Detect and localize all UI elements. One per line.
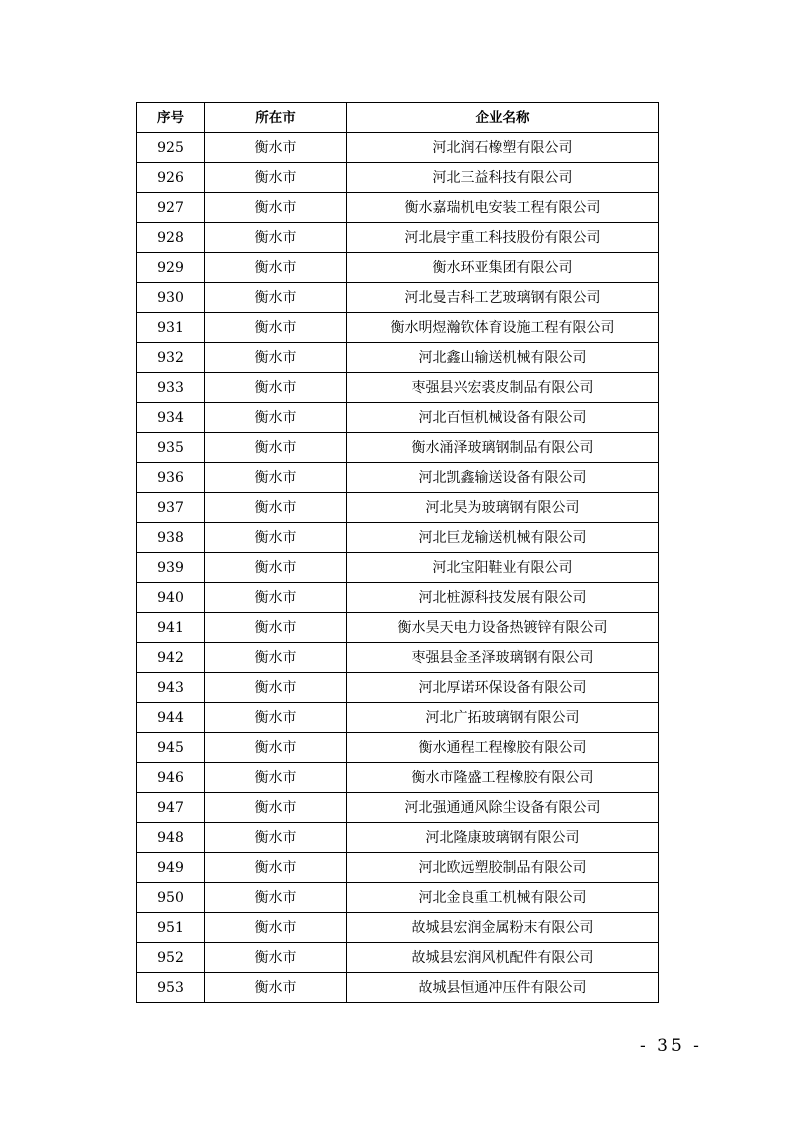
table-row bbox=[137, 133, 659, 163]
header-city: 所在市 bbox=[205, 103, 347, 133]
cell-serial-number: 951 bbox=[137, 913, 205, 943]
cell-city: 衡水市 bbox=[205, 703, 347, 733]
table-row bbox=[137, 343, 659, 373]
cell-company-name: 衡水明煜瀚钦体育设施工程有限公司 bbox=[347, 313, 659, 343]
cell-serial-number: 925 bbox=[137, 133, 205, 163]
table-row bbox=[137, 403, 659, 433]
cell-serial-number: 928 bbox=[137, 223, 205, 253]
table-row bbox=[137, 163, 659, 193]
cell-company-name: 河北欧远塑胶制品有限公司 bbox=[347, 853, 659, 883]
cell-company-name: 河北强通通风除尘设备有限公司 bbox=[347, 793, 659, 823]
cell-company-name: 河北三益科技有限公司 bbox=[347, 163, 659, 193]
cell-city: 衡水市 bbox=[205, 253, 347, 283]
cell-city: 衡水市 bbox=[205, 973, 347, 1003]
cell-company-name: 河北隆康玻璃钢有限公司 bbox=[347, 823, 659, 853]
cell-company-name: 河北巨龙输送机械有限公司 bbox=[347, 523, 659, 553]
table-row bbox=[137, 523, 659, 553]
table-row bbox=[137, 373, 659, 403]
cell-company-name: 故城县宏润金属粉末有限公司 bbox=[347, 913, 659, 943]
cell-company-name: 衡水涌泽玻璃钢制品有限公司 bbox=[347, 433, 659, 463]
enterprise-table bbox=[136, 102, 659, 1003]
table-body bbox=[137, 133, 659, 1003]
cell-city: 衡水市 bbox=[205, 943, 347, 973]
cell-serial-number: 929 bbox=[137, 253, 205, 283]
cell-company-name: 河北润石橡塑有限公司 bbox=[347, 133, 659, 163]
cell-city: 衡水市 bbox=[205, 493, 347, 523]
cell-company-name: 故城县恒通冲压件有限公司 bbox=[347, 973, 659, 1003]
cell-serial-number: 930 bbox=[137, 283, 205, 313]
cell-serial-number: 948 bbox=[137, 823, 205, 853]
cell-company-name: 故城县宏润风机配件有限公司 bbox=[347, 943, 659, 973]
table-row bbox=[137, 973, 659, 1003]
cell-city: 衡水市 bbox=[205, 763, 347, 793]
cell-city: 衡水市 bbox=[205, 223, 347, 253]
cell-serial-number: 947 bbox=[137, 793, 205, 823]
cell-serial-number: 949 bbox=[137, 853, 205, 883]
cell-city: 衡水市 bbox=[205, 913, 347, 943]
cell-serial-number: 952 bbox=[137, 943, 205, 973]
cell-company-name: 河北宝阳鞋业有限公司 bbox=[347, 553, 659, 583]
cell-serial-number: 935 bbox=[137, 433, 205, 463]
cell-serial-number: 939 bbox=[137, 553, 205, 583]
cell-company-name: 枣强县金圣泽玻璃钢有限公司 bbox=[347, 643, 659, 673]
table-row bbox=[137, 853, 659, 883]
cell-city: 衡水市 bbox=[205, 883, 347, 913]
cell-city: 衡水市 bbox=[205, 613, 347, 643]
table-row bbox=[137, 793, 659, 823]
table-row bbox=[137, 913, 659, 943]
cell-company-name: 河北鑫山输送机械有限公司 bbox=[347, 343, 659, 373]
cell-city: 衡水市 bbox=[205, 553, 347, 583]
cell-serial-number: 940 bbox=[137, 583, 205, 613]
table-row bbox=[137, 673, 659, 703]
table-row bbox=[137, 253, 659, 283]
cell-serial-number: 938 bbox=[137, 523, 205, 553]
cell-city: 衡水市 bbox=[205, 163, 347, 193]
table-row bbox=[137, 553, 659, 583]
table-row bbox=[137, 703, 659, 733]
page-number: - 35 - bbox=[640, 1036, 702, 1056]
cell-serial-number: 945 bbox=[137, 733, 205, 763]
table-row bbox=[137, 313, 659, 343]
table-row bbox=[137, 823, 659, 853]
cell-serial-number: 932 bbox=[137, 343, 205, 373]
cell-serial-number: 942 bbox=[137, 643, 205, 673]
cell-company-name: 河北昊为玻璃钢有限公司 bbox=[347, 493, 659, 523]
cell-city: 衡水市 bbox=[205, 193, 347, 223]
cell-city: 衡水市 bbox=[205, 433, 347, 463]
cell-company-name: 衡水市隆盛工程橡胶有限公司 bbox=[347, 763, 659, 793]
cell-city: 衡水市 bbox=[205, 643, 347, 673]
header-serial-number: 序号 bbox=[137, 103, 205, 133]
cell-company-name: 河北晨宇重工科技股份有限公司 bbox=[347, 223, 659, 253]
cell-serial-number: 953 bbox=[137, 973, 205, 1003]
header-company-name: 企业名称 bbox=[347, 103, 659, 133]
cell-city: 衡水市 bbox=[205, 523, 347, 553]
cell-city: 衡水市 bbox=[205, 673, 347, 703]
cell-serial-number: 933 bbox=[137, 373, 205, 403]
table-row bbox=[137, 883, 659, 913]
cell-serial-number: 927 bbox=[137, 193, 205, 223]
cell-serial-number: 926 bbox=[137, 163, 205, 193]
cell-city: 衡水市 bbox=[205, 733, 347, 763]
cell-serial-number: 950 bbox=[137, 883, 205, 913]
cell-company-name: 衡水昊天电力设备热镀锌有限公司 bbox=[347, 613, 659, 643]
cell-company-name: 河北金良重工机械有限公司 bbox=[347, 883, 659, 913]
cell-serial-number: 936 bbox=[137, 463, 205, 493]
cell-company-name: 衡水通程工程橡胶有限公司 bbox=[347, 733, 659, 763]
cell-serial-number: 943 bbox=[137, 673, 205, 703]
cell-city: 衡水市 bbox=[205, 373, 347, 403]
cell-city: 衡水市 bbox=[205, 583, 347, 613]
cell-serial-number: 944 bbox=[137, 703, 205, 733]
cell-company-name: 河北凯鑫输送设备有限公司 bbox=[347, 463, 659, 493]
cell-city: 衡水市 bbox=[205, 403, 347, 433]
table-row bbox=[137, 733, 659, 763]
cell-city: 衡水市 bbox=[205, 283, 347, 313]
table-row bbox=[137, 943, 659, 973]
table-row bbox=[137, 223, 659, 253]
cell-company-name: 河北厚诺环保设备有限公司 bbox=[347, 673, 659, 703]
table-row bbox=[137, 763, 659, 793]
cell-serial-number: 931 bbox=[137, 313, 205, 343]
table-row bbox=[137, 283, 659, 313]
table-row bbox=[137, 433, 659, 463]
cell-city: 衡水市 bbox=[205, 793, 347, 823]
table-row bbox=[137, 583, 659, 613]
table-header bbox=[137, 103, 659, 133]
cell-company-name: 枣强县兴宏裘皮制品有限公司 bbox=[347, 373, 659, 403]
table-row bbox=[137, 613, 659, 643]
table-row bbox=[137, 463, 659, 493]
cell-city: 衡水市 bbox=[205, 823, 347, 853]
cell-serial-number: 934 bbox=[137, 403, 205, 433]
cell-city: 衡水市 bbox=[205, 853, 347, 883]
table-row bbox=[137, 643, 659, 673]
cell-company-name: 河北曼吉科工艺玻璃钢有限公司 bbox=[347, 283, 659, 313]
header-row bbox=[137, 103, 659, 133]
table-row bbox=[137, 193, 659, 223]
cell-city: 衡水市 bbox=[205, 133, 347, 163]
cell-city: 衡水市 bbox=[205, 343, 347, 373]
cell-company-name: 河北广拓玻璃钢有限公司 bbox=[347, 703, 659, 733]
cell-company-name: 河北百恒机械设备有限公司 bbox=[347, 403, 659, 433]
cell-city: 衡水市 bbox=[205, 313, 347, 343]
cell-serial-number: 937 bbox=[137, 493, 205, 523]
cell-serial-number: 941 bbox=[137, 613, 205, 643]
cell-company-name: 河北桩源科技发展有限公司 bbox=[347, 583, 659, 613]
cell-company-name: 衡水环亚集团有限公司 bbox=[347, 253, 659, 283]
cell-serial-number: 946 bbox=[137, 763, 205, 793]
cell-city: 衡水市 bbox=[205, 463, 347, 493]
table-row bbox=[137, 493, 659, 523]
cell-company-name: 衡水嘉瑞机电安装工程有限公司 bbox=[347, 193, 659, 223]
